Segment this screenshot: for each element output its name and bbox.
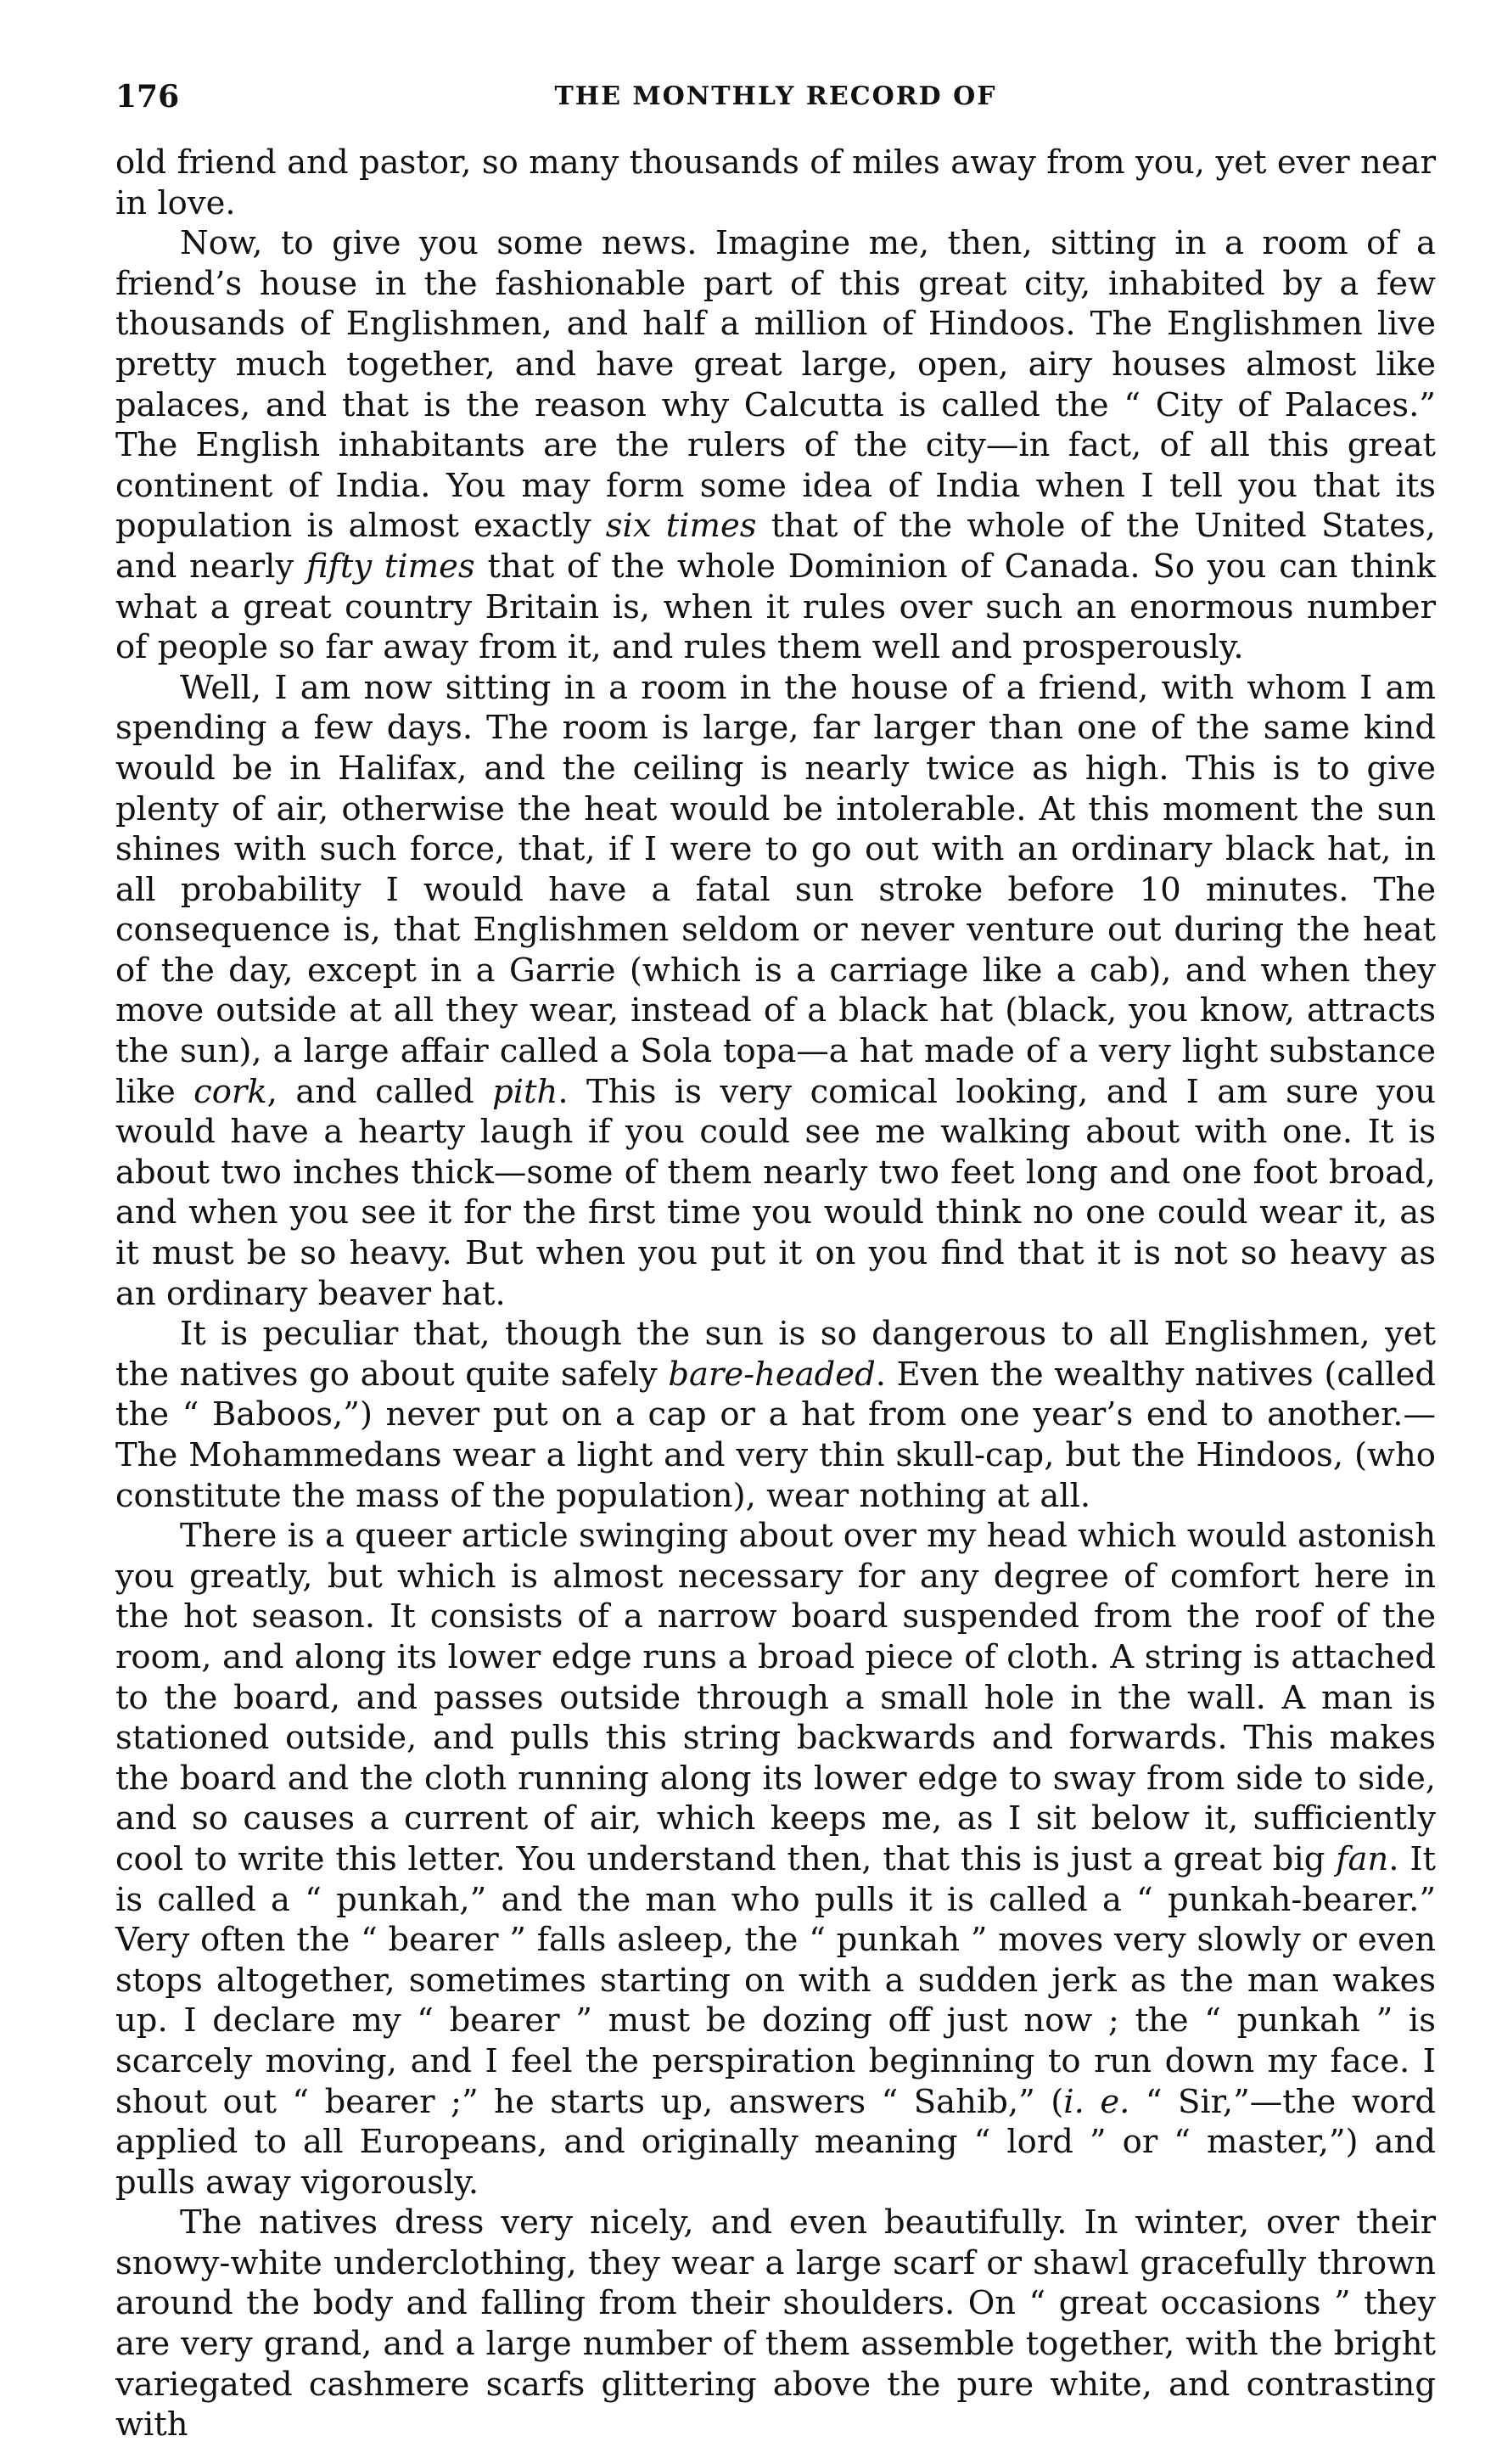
body-text xyxy=(115,143,1436,2445)
text-run: . Even the wealthy natives (called the “ Baboos,”) never put on a cap or a hat from one year’s end to another.—The Mohammedans wear a light and very thin skull-cap, but the Hindoos, (who constitute the mass of the population), wear nothing at all. xyxy=(115,1355,1436,1515)
paragraph-sola-topa xyxy=(115,668,1436,1315)
italic-run: i. e. xyxy=(1063,2082,1130,2121)
italic-run: pith xyxy=(492,1072,558,1111)
text-run: There is a queer article swinging about over my head which would astonish you greatly, but which is almost necessary for any degree of comfort here in the hot season. It consists of a narrow board suspended from the roof of the room, and along its lower edge runs a broad piece of cloth. A string is attached to the board, and passes outside through a small hole in the wall. A man is stationed outside, and pulls this string backwards and forwards. This makes the board and the cloth running along its lower edge to sway from side to side, and so causes a current of air, which keeps me, as I sit below it, sufficiently cool to write this letter. You understand then, that this is just a great big xyxy=(115,1517,1436,1878)
text-run: . It is called a “ punkah,” and the man who pulls it is called a “ punkah-bearer.” Very often the “ bearer ” falls asleep, the “ punkah ” moves very slowly or even stops altogether, sometimes starting on with a sudden jerk as the man wakes up. I declare my “ bearer ” must be dozing off just now ; the “ punkah ” is scarcely moving, and I feel the perspiration beginning to run down my face. I shout out “ bearer ;” he starts up, answers “ Sahib,” ( xyxy=(115,1839,1437,2121)
text-run: It is peculiar that, though the sun is so dangerous to all Englishmen, yet the natives go about quite safely xyxy=(115,1315,1436,1394)
text-run: old friend and pastor, so many thousands of miles away from you, yet ever near in love. xyxy=(115,143,1436,222)
text-run: Now, to give you some news. Imagine me, then, sitting in a room of a friend’s house in the fashionable part of this great city, inhabited by a few thousands of Englishmen, and half a million of Hindoos. The Englishmen live pretty much together, and have great large, open, airy houses almost like palaces, and that is the reason why Calcutta is called the “ City of Palaces.” The English inhabitants are the rulers of the city—in fact, of all this great continent of India. You may form some idea of India when I tell you that its population is almost exactly xyxy=(115,224,1436,546)
text-run: that of the whole of the United States, and nearly xyxy=(115,507,1437,586)
italic-run: fifty times xyxy=(305,547,475,586)
text-run: that of the whole Dominion of Canada. So you can think what a great country Britain is, when it rules over such an enormous number of people so far away from it, and rules them well and prosperously. xyxy=(115,547,1436,667)
text-run: , and called xyxy=(266,1072,493,1111)
page-number: 176 xyxy=(115,79,180,115)
paragraph-native-dress xyxy=(115,2203,1436,2445)
italic-run: six times xyxy=(605,507,757,546)
running-head xyxy=(115,75,1436,119)
text-run: The natives dress very nicely, and even beautifully. In winter, over their snowy-white underclothing, they wear a large scarf or shawl gracefully thrown around the body and falling from their shoulders. On “ great occasions ” they are very grand, and a large number of them assemble together, with the bright variegated cashmere scarfs glittering above the pure white, and contrasting with xyxy=(115,2203,1436,2444)
paragraph-continuation xyxy=(115,143,1436,223)
text-run: “ Sir,”—the word applied to all Europeans, and originally meaning “ lord ” or “ master,”) and pulls away vigorously. xyxy=(115,2082,1436,2202)
italic-run: fan xyxy=(1336,1839,1389,1878)
running-head-title: THE MONTHLY RECORD OF xyxy=(554,81,997,111)
paragraph-news xyxy=(115,223,1436,668)
italic-run: cork xyxy=(193,1072,267,1111)
text-run: . This is very comical looking, and I am sure you would have a hearty laugh if you could see me walking about with one. It is about two inches thick—some of them nearly two feet long and one foot broad, and when you see it for the first time you would think no one could wear it, as it must be so heavy. But when you put it on you find that it is not so heavy as an ordinary beaver hat. xyxy=(115,1072,1437,1313)
paragraph-bare-headed xyxy=(115,1314,1436,1516)
text-run: Well, I am now sitting in a room in the house of a friend, with whom I am spending a few days. The room is large, far larger than one of the same kind would be in Halifax, and the ceiling is nearly twice as high. This is to give plenty of air, otherwise the heat would be intolerable. At this moment the sun shines with such force, that, if I were to go out with an ordinary black hat, in all probability I would have a fatal sun stroke before 10 minutes. The consequence is, that Englishmen seldom or never venture out during the heat of the day, except in a Garrie (which is a carriage like a cab), and when they move outside at all they wear, instead of a black hat (black, you know, attracts the sun), a large affair called a Sola topa—a hat made of a very light substance like xyxy=(115,668,1436,1111)
italic-run: bare-headed xyxy=(668,1355,876,1394)
paragraph-punkah xyxy=(115,1516,1436,2203)
